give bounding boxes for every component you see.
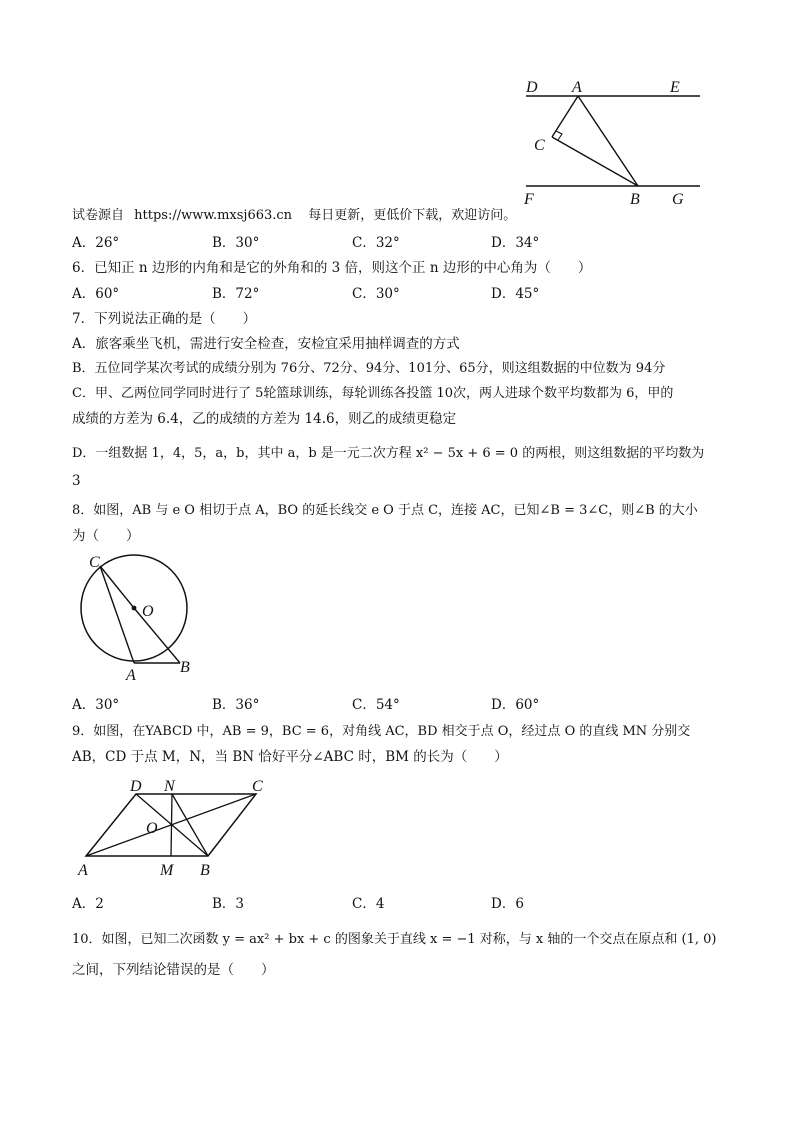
- q6-option-b[interactable]: B．72°: [212, 286, 260, 302]
- label-C: C: [534, 137, 545, 154]
- label-G: G: [672, 191, 684, 208]
- label-B: B: [180, 659, 190, 676]
- q9-option-a[interactable]: A．2: [72, 896, 104, 912]
- label-D: D: [130, 778, 142, 795]
- q7-option-d-line2: 3: [72, 473, 81, 489]
- q8-stem-line2: 为（ ）: [72, 528, 140, 544]
- q7-stem: 7．下列说法正确的是（ ）: [72, 311, 257, 327]
- label-O: O: [146, 820, 158, 837]
- q6-stem: 6．已知正 n 边形的内角和是它的外角和的 3 倍，则这个正 n 边形的中心角为（ ）: [72, 260, 592, 276]
- label-F: F: [524, 191, 534, 208]
- q8-option-d[interactable]: D．60°: [491, 697, 540, 713]
- label-M: M: [160, 862, 174, 879]
- label-A: A: [78, 862, 88, 879]
- q10-stem-line2: 之间，下列结论错误的是（ ）: [72, 962, 275, 978]
- figure-parallel-lines: [518, 72, 718, 212]
- source-line: [72, 204, 516, 223]
- label-C: C: [89, 554, 100, 571]
- q9-option-b[interactable]: B．3: [212, 896, 245, 912]
- q7-option-d-line1[interactable]: D．一组数据 1，4，5，a，b，其中 a，b 是一元二次方程 x² − 5x + 6 = 0 的两根，则这组数据的平均数为: [72, 446, 705, 461]
- label-D: D: [526, 79, 538, 96]
- q5-option-a[interactable]: A．26°: [72, 235, 120, 251]
- label-B: B: [200, 862, 210, 879]
- q6-option-c[interactable]: C．30°: [352, 286, 400, 302]
- q5-option-b[interactable]: B．30°: [212, 235, 260, 251]
- q7-option-b[interactable]: B．五位同学某次考试的成绩分别为 76分、72分、94分、101分、65分，则这组数据的中位数为 94分: [72, 361, 666, 376]
- q10-stem-line1: 10．如图，已知二次函数 y = ax² + bx + c 的图象关于直线 x = −1 对称，与 x 轴的一个交点在原点和 (1, 0): [72, 932, 717, 947]
- q8-option-c[interactable]: C．54°: [352, 697, 400, 713]
- q6-option-d[interactable]: D．45°: [491, 286, 540, 302]
- q6-option-a[interactable]: A．60°: [72, 286, 120, 302]
- q8-stem-line1: 8．如图，AB 与 e O 相切于点 A，BO 的延长线交 e O 于点 C，连接 AC，已知∠B = 3∠C，则∠B 的大小: [72, 503, 698, 518]
- q9-option-d[interactable]: D．6: [491, 896, 524, 912]
- q7-option-c-line1[interactable]: C．甲、乙两位同学同时进行了 5轮篮球训练，每轮训练各投篮 10次，两人进球个数平均数都为 6，甲的: [72, 386, 674, 401]
- label-E: E: [670, 79, 680, 96]
- label-B: B: [630, 191, 640, 208]
- q5-option-d[interactable]: D．34°: [491, 235, 540, 251]
- q8-option-b[interactable]: B．36°: [212, 697, 260, 713]
- q8-option-a[interactable]: A．30°: [72, 697, 120, 713]
- q7-option-a[interactable]: A．旅客乘坐飞机，需进行安全检查，安检宜采用抽样调查的方式: [72, 336, 460, 352]
- label-O: O: [142, 603, 154, 620]
- q9-stem-line2: AB，CD 于点 M，N，当 BN 恰好平分∠ABC 时，BM 的长为（ ）: [72, 749, 508, 765]
- figure-circle-tangent: [72, 552, 212, 682]
- source-suffix: 每日更新，更低价下载，欢迎访问。: [308, 208, 517, 223]
- q9-stem-line1: 9．如图，在YABCD 中，AB = 9，BC = 6，对角线 AC，BD 相交于点 O，经过点 O 的直线 MN 分别交: [72, 724, 691, 739]
- q5-option-c[interactable]: C．32°: [352, 235, 400, 251]
- label-A: A: [572, 79, 582, 96]
- label-C: C: [252, 778, 263, 795]
- source-prefix: 试卷源自: [72, 208, 125, 223]
- q7-option-c-line2: 成绩的方差为 6.4，乙的成绩的方差为 14.6，则乙的成绩更稳定: [72, 411, 457, 427]
- label-A: A: [126, 667, 136, 682]
- label-N: N: [164, 778, 175, 795]
- q9-option-c[interactable]: C．4: [352, 896, 385, 912]
- figure-parallelogram: [72, 772, 272, 882]
- source-url[interactable]: https://www.mxsj663.cn: [134, 208, 293, 223]
